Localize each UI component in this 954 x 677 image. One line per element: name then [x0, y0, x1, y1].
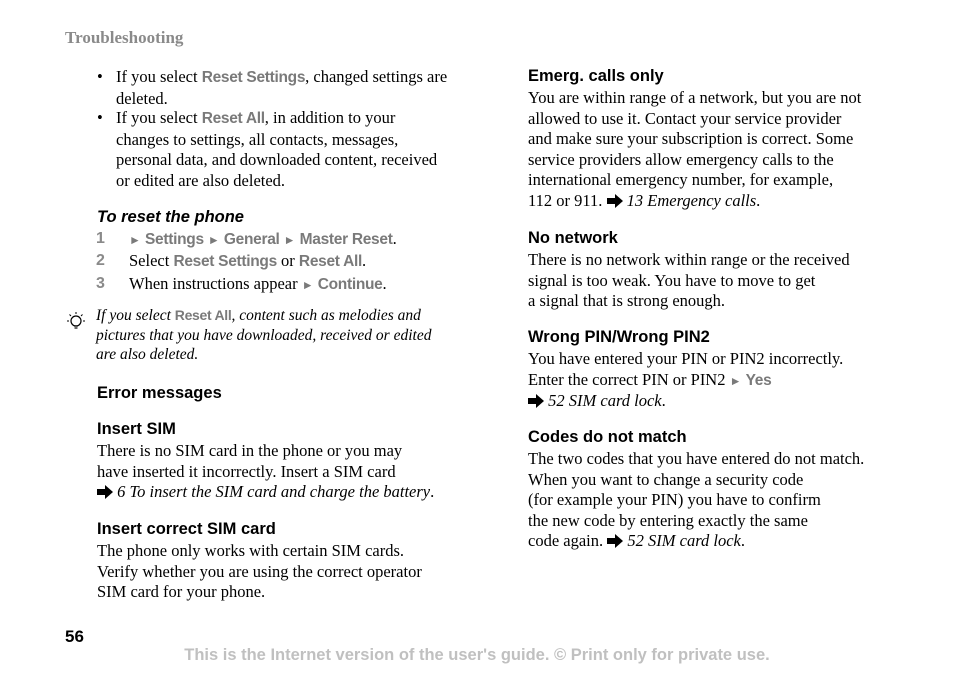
ui-term: Reset All: [298, 253, 362, 270]
text: The phone only works with certain SIM cards.: [97, 541, 405, 560]
reference-arrow-icon: [607, 194, 623, 208]
text: When instructions appear: [129, 274, 302, 293]
reference-arrow-icon: [607, 534, 623, 548]
ui-term: Master Reset: [299, 231, 393, 248]
codes-heading: Codes do not match: [528, 428, 687, 446]
text: or: [276, 251, 299, 270]
text: You are within range of a network, but you are not: [528, 88, 862, 107]
ui-term: Reset All: [174, 307, 232, 323]
step-number: 3: [96, 275, 105, 292]
tip-note: [96, 306, 431, 365]
cross-reference: 6 To insert the SIM card and charge the battery: [117, 482, 431, 501]
text: a signal that is strong enough.: [528, 291, 726, 310]
arrow-right-icon: ►: [729, 373, 742, 388]
text: .: [382, 274, 387, 293]
emerg-body: [528, 88, 861, 211]
reference-arrow-icon: [97, 485, 113, 499]
text: international emergency number, for example,: [528, 170, 834, 189]
text: If you select: [116, 67, 202, 86]
text: If you select: [116, 108, 202, 127]
text: .: [661, 391, 666, 410]
bullet-mark: •: [97, 108, 103, 127]
text: allowed to use it. Contact your service provider: [528, 108, 842, 128]
arrow-right-icon: ►: [129, 233, 141, 247]
ui-term: Yes: [745, 371, 772, 389]
wrong-pin-body: [528, 349, 843, 412]
bullet-reset-all: [116, 108, 437, 191]
footer-notice: This is the Internet version of the user's guide. © Print only for private use.: [184, 646, 770, 664]
text: pictures that you have downloaded, received or edited: [96, 326, 432, 344]
text: SIM card for your phone.: [97, 582, 266, 601]
arrow-right-icon: ►: [283, 233, 296, 247]
text: or edited are also deleted.: [116, 170, 286, 190]
text: 112 or 911.: [528, 190, 607, 210]
page-number: 56: [65, 627, 84, 646]
insert-sim-heading: Insert SIM: [97, 420, 176, 438]
ui-term: Reset Settings: [173, 253, 277, 270]
text: .: [740, 531, 745, 550]
arrow-right-icon: ►: [301, 278, 314, 292]
reference-arrow-icon: [528, 394, 544, 408]
text: service providers allow emergency calls to the: [528, 149, 834, 169]
text: .: [430, 482, 435, 501]
error-messages-heading: Error messages: [97, 384, 222, 402]
text: and make sure your subscription is correct. Some: [528, 129, 854, 148]
step-2: [129, 251, 366, 273]
ui-term: Reset All: [201, 110, 265, 127]
ui-term: General: [223, 231, 280, 248]
cross-reference: 52 SIM card lock: [627, 531, 741, 550]
text: deleted.: [116, 88, 168, 108]
ui-term: Settings: [145, 231, 204, 248]
text: , changed settings are: [305, 67, 448, 86]
text: , content such as melodies and: [231, 307, 421, 324]
text: Verify whether you are using the correct operator: [97, 561, 422, 581]
text: When you want to change a security code: [528, 469, 804, 489]
step-1: [129, 229, 397, 251]
text: .: [361, 251, 367, 270]
step-number: 2: [96, 252, 105, 269]
ui-term: Continue: [317, 276, 383, 293]
cross-reference: 52 SIM card lock: [548, 391, 662, 410]
text: , in addition to your: [264, 108, 396, 127]
lightbulb-icon: [64, 310, 88, 334]
text: (for example your PIN) you have to confirm: [528, 490, 821, 509]
no-network-body: [528, 250, 850, 312]
insert-sim-body: [97, 441, 434, 503]
text: personal data, and downloaded content, received: [116, 150, 438, 169]
running-header: Troubleshooting: [65, 28, 184, 47]
text: are also deleted.: [96, 346, 199, 363]
text: There is no network within range or the received: [528, 250, 850, 269]
reset-heading: To reset the phone: [97, 208, 244, 226]
text: The two codes that you have entered do not match.: [528, 449, 865, 468]
wrong-pin-heading: Wrong PIN/Wrong PIN2: [528, 328, 710, 346]
text: code again.: [528, 531, 608, 550]
text: Select: [129, 251, 174, 270]
cross-reference: 13 Emergency calls: [626, 190, 757, 210]
text: .: [392, 229, 397, 248]
bullet-reset-settings: [116, 67, 447, 109]
arrow-right-icon: ►: [207, 233, 220, 247]
insert-correct-sim-heading: Insert correct SIM card: [97, 520, 276, 538]
text: changes to settings, all contacts, messages,: [116, 129, 399, 149]
codes-body: [528, 449, 864, 552]
text: signal is too weak. You have to move to get: [528, 270, 816, 290]
step-number: 1: [96, 230, 105, 247]
text: If you select: [96, 307, 175, 324]
no-network-heading: No network: [528, 229, 618, 247]
insert-correct-sim-body: [97, 541, 422, 603]
bullet-mark: •: [97, 67, 103, 86]
text: You have entered your PIN or PIN2 incorrectly.: [528, 349, 844, 368]
step-3: [129, 274, 387, 296]
text: .: [756, 190, 761, 210]
text: There is no SIM card in the phone or you may: [97, 441, 403, 460]
emerg-heading: Emerg. calls only: [528, 67, 664, 85]
text: the new code by entering exactly the same: [528, 510, 808, 530]
text: Enter the correct PIN or PIN2: [528, 369, 730, 389]
ui-term: Reset Settings: [201, 69, 306, 86]
text: have inserted it incorrectly. Insert a SIM card: [97, 461, 396, 481]
